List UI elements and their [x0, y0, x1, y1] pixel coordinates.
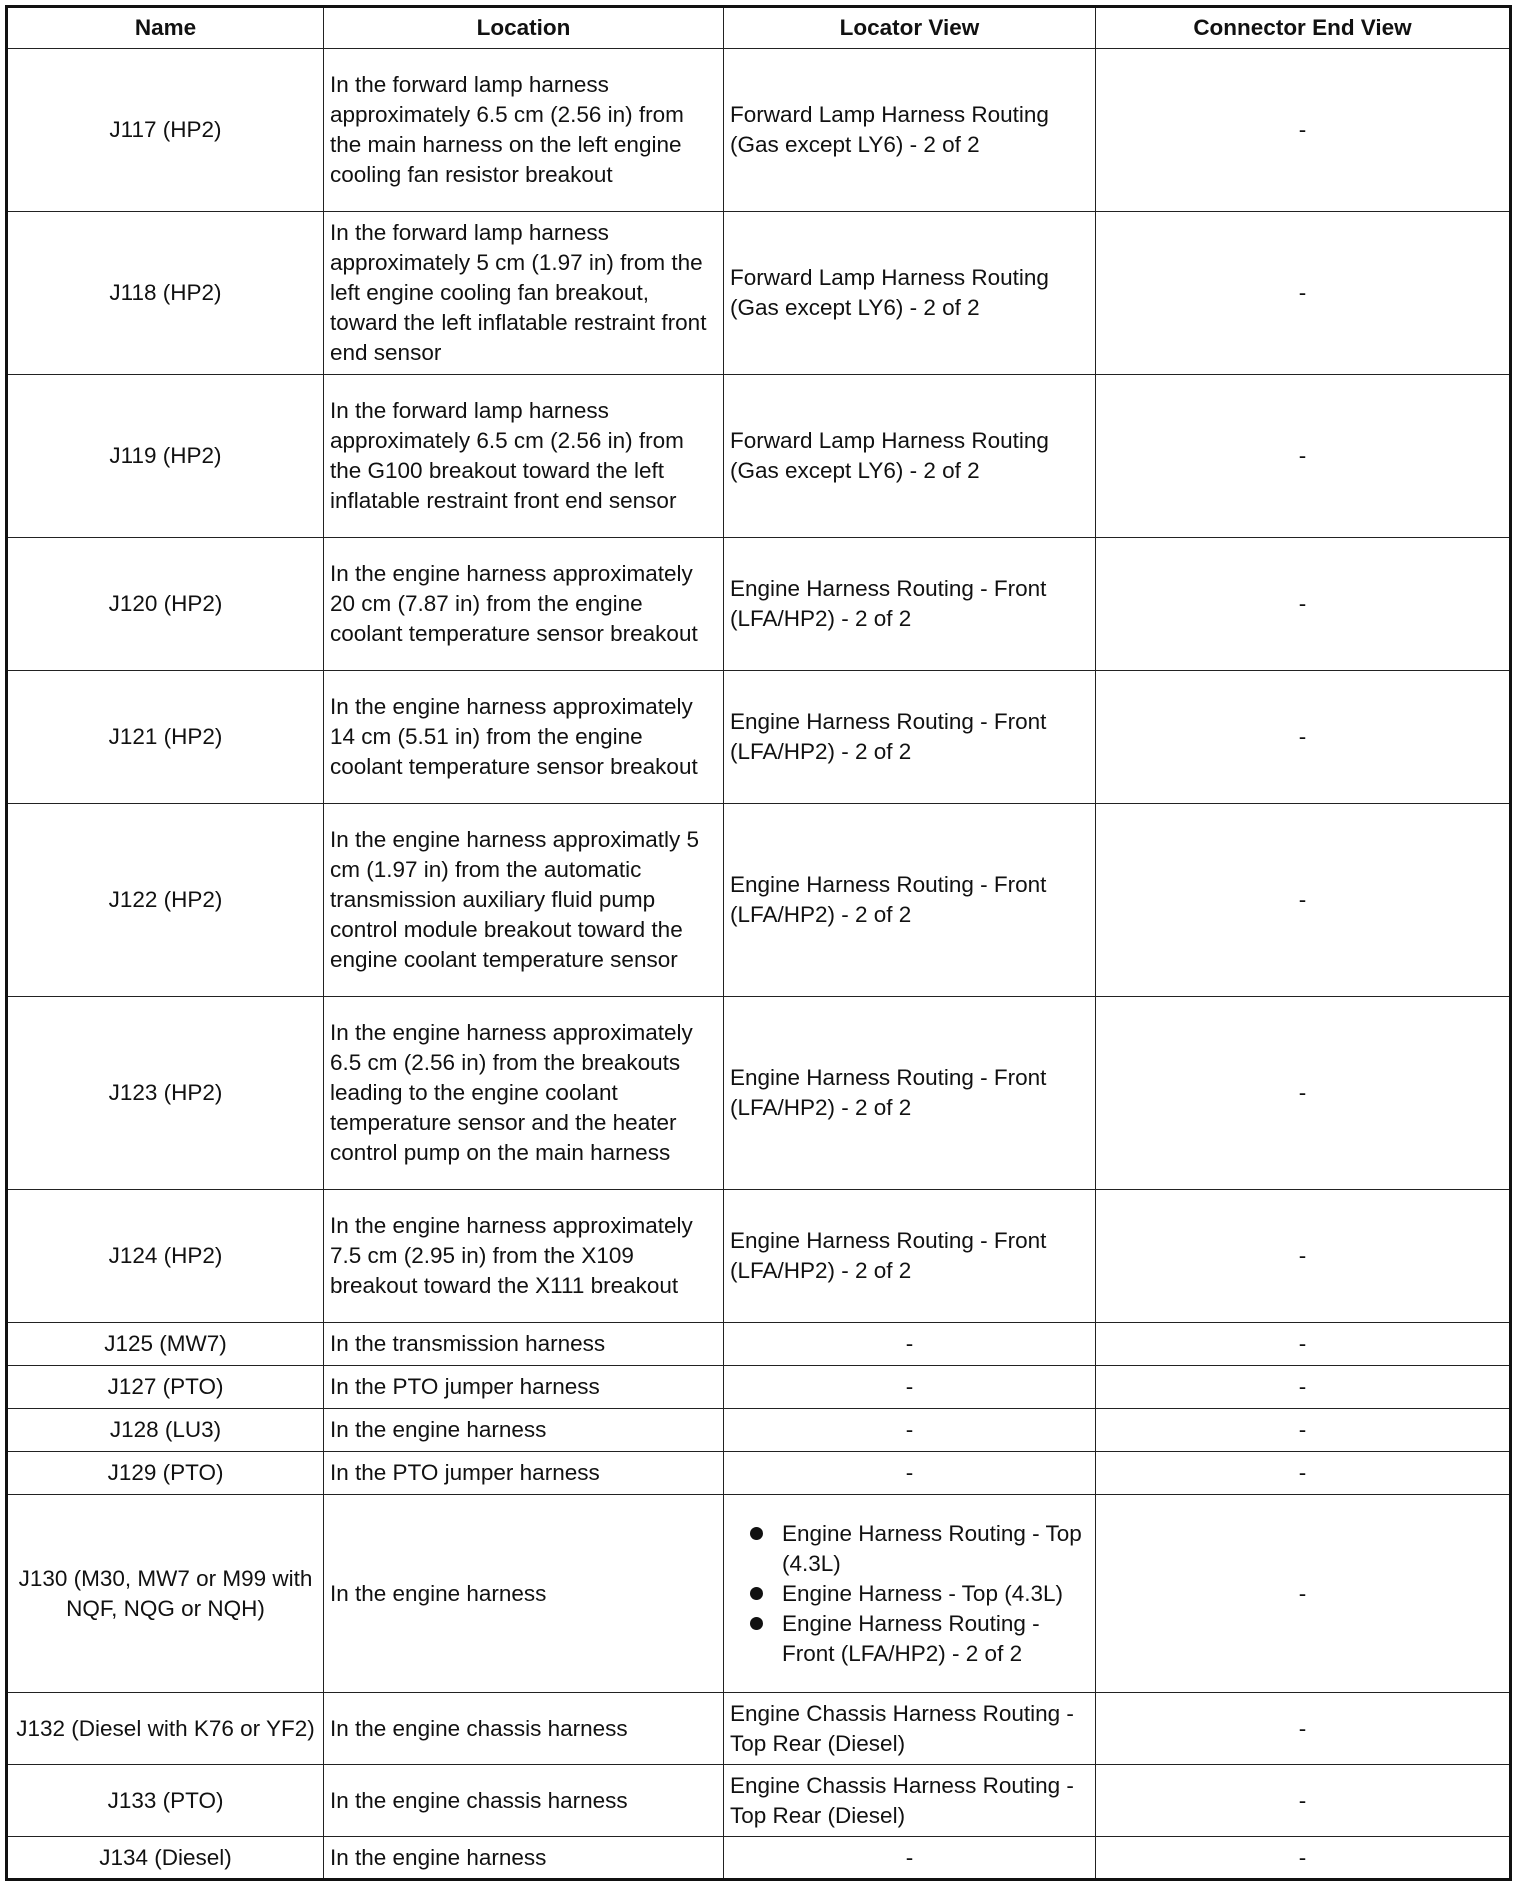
list-item-text: Engine Harness Routing - Top (4.3L): [782, 1520, 1082, 1576]
cell-location: In the forward lamp harness approximately 5 cm (1.97 in) from the left engine cooling fan breakout, toward the left inflatable restraint front end sensor: [324, 212, 724, 375]
header-name: Name: [7, 7, 324, 49]
table-row: [7, 538, 1511, 671]
header-row: [7, 7, 1511, 49]
header-connector-end-view: Connector End View: [1096, 7, 1511, 49]
cell-name: J118 (HP2): [7, 212, 324, 375]
document-page: [5, 5, 1509, 1881]
list-item: [744, 1579, 1089, 1609]
cell-location: In the engine harness approximatly 5 cm (1.97 in) from the automatic transmission auxiliary fluid pump control module breakout toward the engine coolant temperature sensor: [324, 804, 724, 997]
table-row: [7, 1837, 1511, 1880]
cell-connector-end-view: -: [1096, 1366, 1511, 1409]
cell-connector-end-view: -: [1096, 538, 1511, 671]
cell-locator-view: Engine Chassis Harness Routing - Top Rear (Diesel): [724, 1765, 1096, 1837]
cell-name: J124 (HP2): [7, 1190, 324, 1323]
cell-locator-view: Forward Lamp Harness Routing (Gas except LY6) - 2 of 2: [724, 212, 1096, 375]
cell-locator-view: Engine Harness Routing - Front (LFA/HP2) - 2 of 2: [724, 1190, 1096, 1323]
cell-connector-end-view: -: [1096, 1323, 1511, 1366]
list-item-text: Engine Harness - Top (4.3L): [782, 1580, 1063, 1606]
cell-name: J133 (PTO): [7, 1765, 324, 1837]
cell-name: J130 (M30, MW7 or M99 with NQF, NQG or NQH): [7, 1495, 324, 1693]
cell-locator-view: -: [724, 1837, 1096, 1880]
cell-locator-view-list: [724, 1495, 1096, 1693]
cell-connector-end-view: -: [1096, 1409, 1511, 1452]
cell-connector-end-view: -: [1096, 1452, 1511, 1495]
cell-connector-end-view: -: [1096, 1693, 1511, 1765]
header-locator-view: Locator View: [724, 7, 1096, 49]
cell-name: J129 (PTO): [7, 1452, 324, 1495]
table-row: [7, 997, 1511, 1190]
cell-name: J121 (HP2): [7, 671, 324, 804]
table-row: [7, 1409, 1511, 1452]
cell-name: J125 (MW7): [7, 1323, 324, 1366]
cell-connector-end-view: -: [1096, 1837, 1511, 1880]
cell-connector-end-view: -: [1096, 997, 1511, 1190]
table-row: [7, 49, 1511, 212]
cell-location: In the engine harness: [324, 1409, 724, 1452]
table-row: [7, 804, 1511, 997]
list-item: [744, 1609, 1089, 1669]
cell-location: In the engine harness: [324, 1837, 724, 1880]
cell-name: J119 (HP2): [7, 375, 324, 538]
table-row: [7, 212, 1511, 375]
cell-locator-view: Engine Harness Routing - Front (LFA/HP2) - 2 of 2: [724, 538, 1096, 671]
cell-locator-view: Engine Harness Routing - Front (LFA/HP2) - 2 of 2: [724, 997, 1096, 1190]
list-item: [744, 1519, 1089, 1579]
table-row: [7, 1693, 1511, 1765]
cell-name: J117 (HP2): [7, 49, 324, 212]
cell-locator-view: -: [724, 1366, 1096, 1409]
cell-location: In the engine harness approximately 14 cm (5.51 in) from the engine coolant temperature sensor breakout: [324, 671, 724, 804]
cell-location: In the engine harness: [324, 1495, 724, 1693]
cell-location: In the PTO jumper harness: [324, 1366, 724, 1409]
bullet-icon: [750, 1527, 763, 1540]
cell-location: In the engine harness approximately 20 cm (7.87 in) from the engine coolant temperature sensor breakout: [324, 538, 724, 671]
cell-locator-view: Forward Lamp Harness Routing (Gas except LY6) - 2 of 2: [724, 49, 1096, 212]
table-row: [7, 1452, 1511, 1495]
cell-location: In the forward lamp harness approximately 6.5 cm (2.56 in) from the G100 breakout toward the left inflatable restraint front end sensor: [324, 375, 724, 538]
cell-connector-end-view: -: [1096, 804, 1511, 997]
cell-name: J122 (HP2): [7, 804, 324, 997]
header-location: Location: [324, 7, 724, 49]
cell-location: In the PTO jumper harness: [324, 1452, 724, 1495]
bullet-icon: [750, 1617, 763, 1630]
connector-table: [5, 5, 1512, 1881]
cell-name: J127 (PTO): [7, 1366, 324, 1409]
locator-view-bullet-list: [730, 1519, 1089, 1669]
cell-name: J120 (HP2): [7, 538, 324, 671]
bullet-icon: [750, 1587, 763, 1600]
cell-connector-end-view: -: [1096, 212, 1511, 375]
table-row: [7, 671, 1511, 804]
cell-connector-end-view: -: [1096, 49, 1511, 212]
table-row: [7, 1765, 1511, 1837]
table-row: [7, 375, 1511, 538]
cell-connector-end-view: -: [1096, 1765, 1511, 1837]
cell-location: In the forward lamp harness approximately 6.5 cm (2.56 in) from the main harness on the left engine cooling fan resistor breakout: [324, 49, 724, 212]
cell-location: In the transmission harness: [324, 1323, 724, 1366]
table-row: [7, 1323, 1511, 1366]
cell-locator-view: -: [724, 1452, 1096, 1495]
cell-location: In the engine chassis harness: [324, 1765, 724, 1837]
cell-locator-view: Engine Harness Routing - Front (LFA/HP2) - 2 of 2: [724, 804, 1096, 997]
cell-locator-view: Forward Lamp Harness Routing (Gas except LY6) - 2 of 2: [724, 375, 1096, 538]
cell-location: In the engine harness approximately 6.5 cm (2.56 in) from the breakouts leading to the engine coolant temperature sensor and the heater control pump on the main harness: [324, 997, 724, 1190]
list-item-text: Engine Harness Routing - Front (LFA/HP2) - 2 of 2: [782, 1610, 1040, 1666]
cell-connector-end-view: -: [1096, 1495, 1511, 1693]
cell-name: J132 (Diesel with K76 or YF2): [7, 1693, 324, 1765]
table-row: [7, 1495, 1511, 1693]
cell-name: J134 (Diesel): [7, 1837, 324, 1880]
cell-location: In the engine chassis harness: [324, 1693, 724, 1765]
cell-name: J123 (HP2): [7, 997, 324, 1190]
cell-locator-view: -: [724, 1323, 1096, 1366]
cell-connector-end-view: -: [1096, 375, 1511, 538]
cell-connector-end-view: -: [1096, 1190, 1511, 1323]
table-row: [7, 1190, 1511, 1323]
cell-locator-view: Engine Harness Routing - Front (LFA/HP2) - 2 of 2: [724, 671, 1096, 804]
cell-name: J128 (LU3): [7, 1409, 324, 1452]
cell-location: In the engine harness approximately 7.5 cm (2.95 in) from the X109 breakout toward the X111 breakout: [324, 1190, 724, 1323]
cell-locator-view: -: [724, 1409, 1096, 1452]
cell-locator-view: Engine Chassis Harness Routing - Top Rear (Diesel): [724, 1693, 1096, 1765]
table-row: [7, 1366, 1511, 1409]
cell-connector-end-view: -: [1096, 671, 1511, 804]
